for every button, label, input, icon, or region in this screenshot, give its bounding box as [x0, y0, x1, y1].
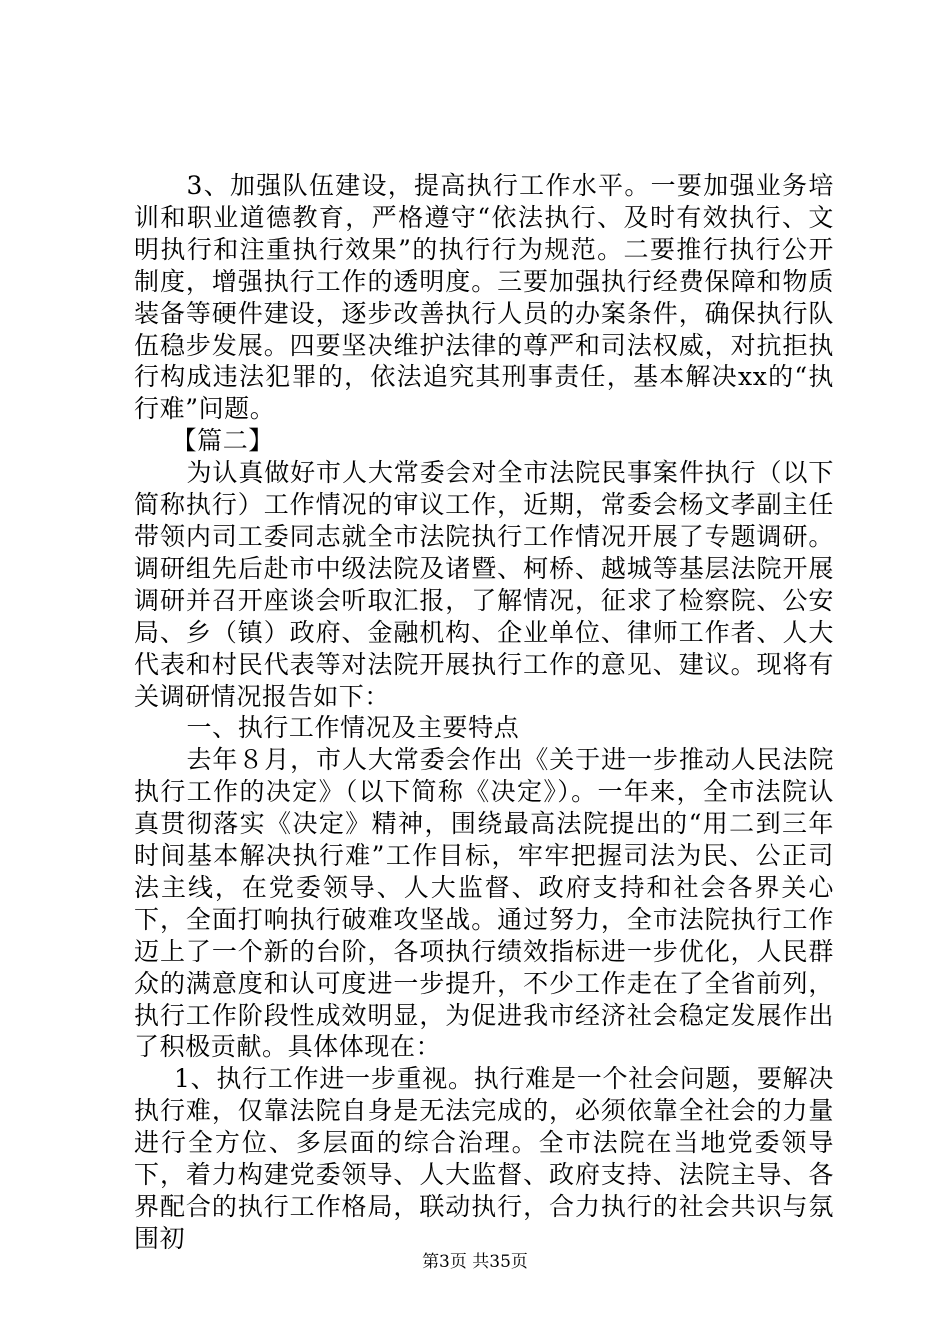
paragraph-research-intro: 为认真做好市人大常委会对全市法院民事案件执行（以下简称执行）工作情况的审议工作，近期，常委会杨文孝副主任带领内司工委同志就全市法院执行工作情况开展了专题调研。调研组先后赴市中级法院及诸暨、柯桥、越城等基层法院开展调研并召开座谈会听取汇报，了解情况，征求了检察院、公安局、乡（镇）政府、金融机构、企业单位、律师工作者、人大代表和村民代表等对法院开展执行工作的意见、建议。现将有关调研情况报告如下： [134, 458, 834, 711]
section-heading-part-two: 【篇二】 [171, 426, 274, 456]
document-body [134, 170, 834, 1255]
page-footer [0, 1252, 950, 1272]
section-heading-execution-status: 一、执行工作情况及主要特点 [186, 713, 520, 743]
paragraph-decision-summary: 去年８月，市人大常委会作出《关于进一步推动人民法院执行工作的决定》（以下简称《决定》）。一年来，全市法院认真贯彻落实《决定》精神，围绕最高法院提出的“用二到三年时间基本解决执行难”工作目标，牢牢把握司法为民、公正司法主线，在党委领导、人大监督、政府支持和社会各界关心下，全面打响执行破难攻坚战。通过努力，全市法院执行工作迈上了一个新的台阶，各项执行绩效指标进一步优化，人民群众的满意度和认可度进一步提升，不少工作走在了全省前列，执行工作阶段性成效明显，为促进我市经济社会稳定发展作出了积极贡献。具体体现在： [134, 745, 834, 1062]
paragraph-team-building: 3、加强队伍建设，提高执行工作水平。一要加强业务培训和职业道德教育，严格遵守“依法执行、及时有效执行、文明执行和注重执行效果”的执行行为规范。二要推行执行公开制度，增强执行工作的透明度。三要加强执行经费保障和物质装备等硬件建设，逐步改善执行人员的办案条件，确保执行队伍稳步发展。四要坚决维护法律的尊严和司法权威，对抗拒执行构成违法犯罪的，依法追究其刑事责任，基本解决xx的“执行难”问题。 [134, 171, 834, 424]
paragraph-execution-attention: 1、执行工作进一步重视。执行难是一个社会问题，要解决执行难，仅靠法院自身是无法完成的，必须依靠全社会的力量进行全方位、多层面的综合治理。全市法院在当地党委领导下，着力构建党委领导、人大监督、政府支持、法院主导、各界配合的执行工作格局，联动执行，合力执行的社会共识与氛围初 [134, 1064, 834, 1253]
page-number-label: 第3页 共35页 [422, 1252, 528, 1272]
